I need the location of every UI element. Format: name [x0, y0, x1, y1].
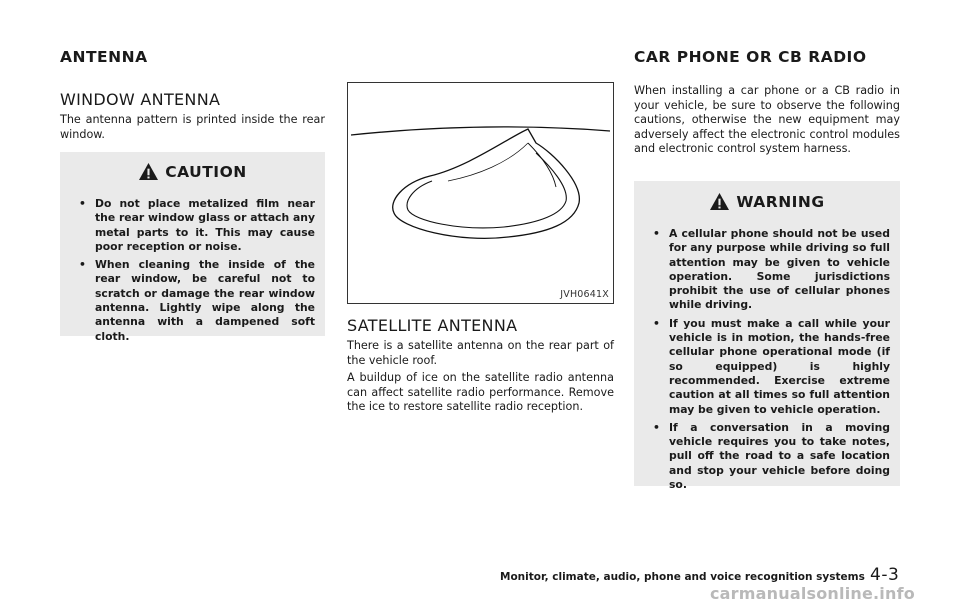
warning-triangle-icon	[709, 192, 730, 211]
footer-section-title: Monitor, climate, audio, phone and voice recognition systems	[500, 571, 865, 583]
list-item	[644, 421, 890, 492]
warning-item-1: A cellular phone should not be used for any purpose while driving so full attention may be given to vehicle operation. Some jurisdictions prohibit the use of cellular phones while driving.	[669, 227, 890, 312]
caution-heading	[70, 162, 315, 181]
subheading-satellite-antenna: SATELLITE ANTENNA	[347, 316, 518, 335]
section-heading-antenna: ANTENNA	[60, 48, 148, 66]
bullet: •	[79, 197, 86, 210]
caution-item-2: When cleaning the inside of the rear window, be careful not to scratch or damage the rear window antenna. Lightly wipe along the antenna with a dampened soft cloth.	[95, 258, 315, 343]
list-item	[70, 197, 315, 254]
warning-item-3: If a conversation in a moving vehicle requires you to take notes, pull off the road to a safe location and stop your vehicle before doing so.	[669, 420, 890, 492]
satellite-para-1: There is a satellite antenna on the rear part of the vehicle roof.	[347, 339, 614, 367]
antenna-figure	[347, 82, 614, 304]
subheading-window-antenna: WINDOW ANTENNA	[60, 90, 221, 109]
window-antenna-intro: The antenna pattern is printed inside the rear window.	[60, 113, 325, 141]
list-item	[70, 258, 315, 344]
section-heading-car-phone: CAR PHONE OR CB RADIO	[634, 48, 867, 66]
bullet: •	[653, 316, 660, 330]
car-phone-intro: When installing a car phone or a CB radio in your vehicle, be sure to observe the following cautions, otherwise the new equipment may adversely affect the electronic control modules and electronic control system harness.	[634, 84, 900, 155]
figure-code: JVH0641X	[560, 289, 609, 300]
caution-box	[60, 152, 325, 343]
warning-box	[634, 181, 900, 492]
warning-heading	[644, 192, 890, 211]
page-number: 4-3	[870, 565, 900, 585]
list-item	[644, 227, 890, 313]
satellite-para-2: A buildup of ice on the satellite radio antenna can affect satellite radio performance. Remove the ice to restore satellite radio reception.	[347, 371, 614, 413]
list-item	[644, 317, 890, 417]
shark-fin-antenna-illustration	[348, 83, 613, 303]
bullet: •	[79, 258, 86, 272]
caution-list	[70, 197, 315, 344]
bullet: •	[653, 227, 660, 240]
warning-title: WARNING	[736, 192, 825, 211]
warning-item-2: If you must make a call while your vehicle is in motion, the hands-free cellular phone operational mode (if so equipped) is highly recommended. Exercise extreme caution at all times so full attention may be given to vehicle operation.	[669, 316, 890, 416]
bullet: •	[653, 420, 660, 434]
caution-item-1: Do not place metalized film near the rear window glass or attach any metal parts to it. This may cause poor reception or noise.	[95, 197, 315, 253]
warning-triangle-icon	[138, 162, 159, 181]
watermark: carmanualsonline.info	[710, 584, 915, 603]
caution-title: CAUTION	[165, 162, 247, 181]
warning-list	[644, 227, 890, 492]
